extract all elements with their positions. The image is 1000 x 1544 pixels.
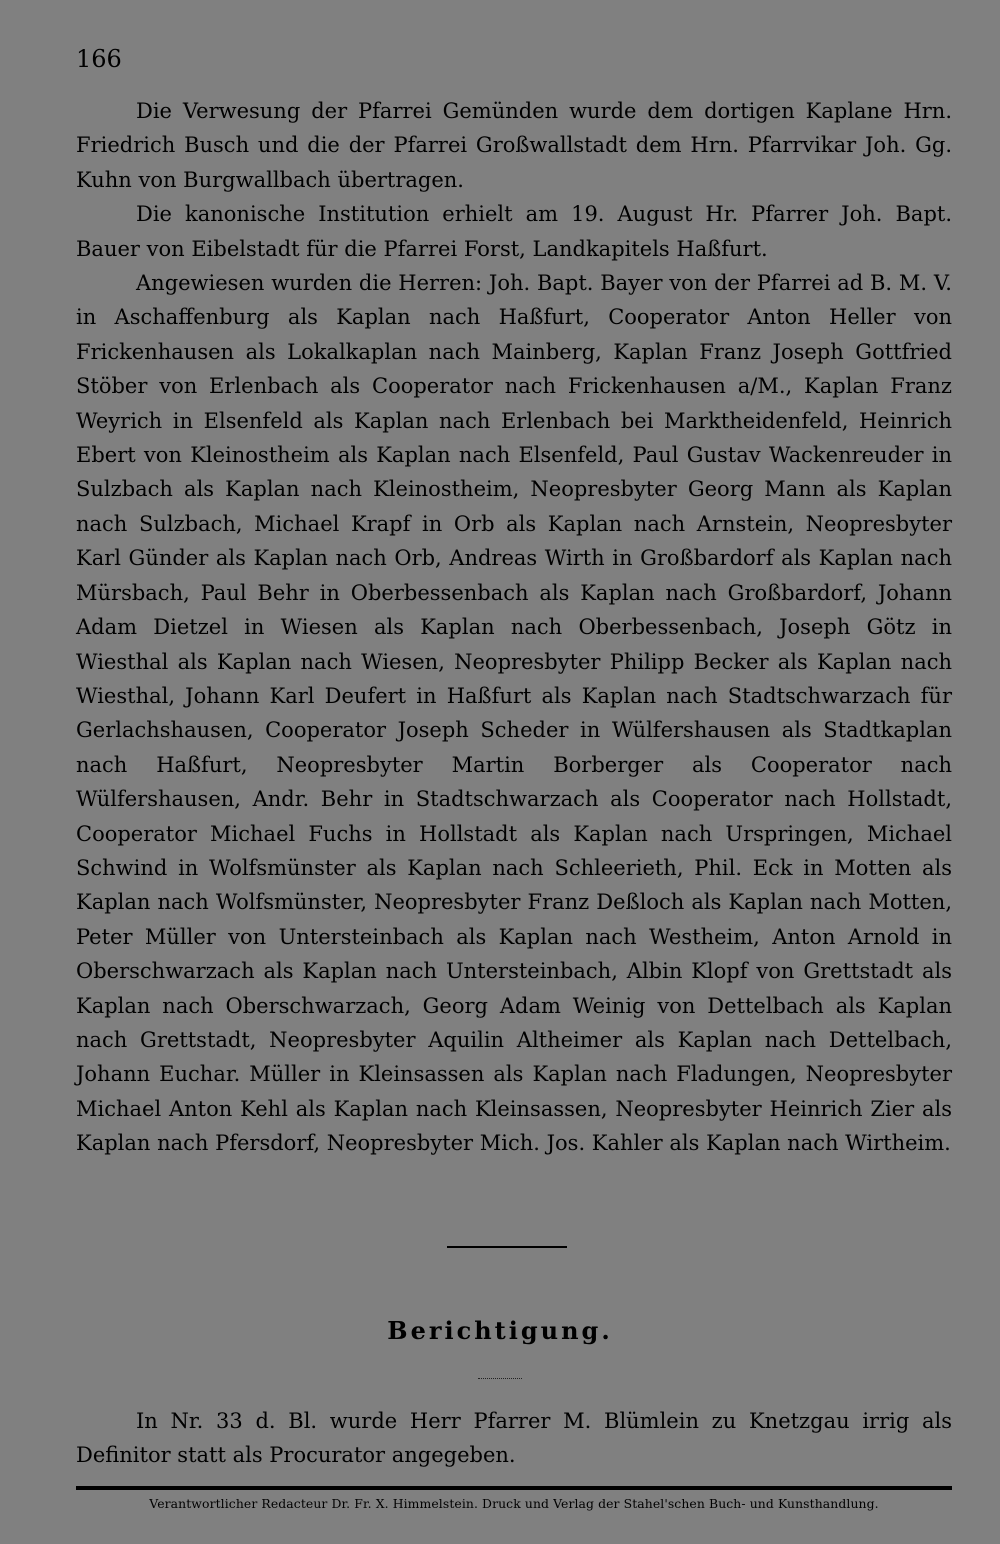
- footer-rule: [76, 1486, 952, 1490]
- section-divider: [447, 1246, 567, 1248]
- imprint-line: Verantwortlicher Redacteur Dr. Fr. X. Himmelstein. Druck und Verlag der Stahel'schen Buch- und Kunsthandlung.: [149, 1496, 879, 1511]
- page-number: 166: [76, 45, 122, 73]
- paragraph-assignments: Angewiesen wurden die Herren: Joh. Bapt. Bayer von der Pfarrei ad B. M. V. in Aschaffenburg als Kaplan nach Haßfurt, Cooperator Anton Heller von Frickenhausen als Lokalkaplan nach Mainberg, Kaplan Franz Joseph Gottfried Stöber von Erlenbach als Cooperator nach Frickenhausen a/M., Kaplan Franz Weyrich in Elsenfeld als Kaplan nach Erlenbach bei Marktheidenfeld, Heinrich Ebert von Kleinostheim als Kaplan nach Elsenfeld, Paul Gustav Wackenreuder in Sulzbach als Kaplan nach Kleinostheim, Neopresbyter Georg Mann als Kaplan nach Sulzbach, Michael Krapf in Orb als Kaplan nach Arnstein, Neopresbyter Karl Günder als Kaplan nach Orb, Andreas Wirth in Großbardorf als Kaplan nach Mürsbach, Paul Behr in Oberbessenbach als Kaplan nach Großbardorf, Johann Adam Dietzel in Wiesen als Kaplan nach Oberbessenbach, Joseph Götz in Wiesthal als Kaplan nach Wiesen, Neopresbyter Philipp Becker als Kaplan nach Wiesthal, Johann Karl Deufert in Haßfurt als Kaplan nach Stadtschwarzach für Gerlachshausen, Cooperator Joseph Scheder in Wülfershausen als Stadtkaplan nach Haßfurt, Neopresbyter Martin Borberger als Cooperator nach Wülfershausen, Andr. Behr in Stadtschwarzach als Cooperator nach Hollstadt, Cooperator Michael Fuchs in Hollstadt als Kaplan nach Urspringen, Michael Schwind in Wolfsmünster als Kaplan nach Schleerieth, Phil. Eck in Motten als Kaplan nach Wolfsmünster, Neopresbyter Franz Deßloch als Kaplan nach Motten, Peter Müller von Untersteinbach als Kaplan nach Westheim, Anton Arnold in Oberschwarzach als Kaplan nach Untersteinbach, Albin Klopf von Grettstadt als Kaplan nach Oberschwarzach, Georg Adam Weinig von Dettelbach als Kaplan nach Grettstadt, Neopresbyter Aquilin Altheimer als Kaplan nach Dettelbach, Johann Euchar. Müller in Kleinsassen als Kaplan nach Fladungen, Neopresbyter Michael Anton Kehl als Kaplan nach Kleinsassen, Neopresbyter Heinrich Zier als Kaplan nach Pfersdorf, Neopresbyter Mich. Jos. Kahler als Kaplan nach Wirtheim.: [76, 271, 952, 1156]
- paragraph-institution: Die kanonische Institution erhielt am 19. August Hr. Pfarrer Joh. Bapt. Bauer von Eibelstadt für die Pfarrei Forst, Landkapitels Haßfurt.: [76, 202, 952, 261]
- body-text: [76, 94, 952, 1161]
- heading-ornament: [478, 1378, 522, 1379]
- correction-text: In Nr. 33 d. Bl. wurde Herr Pfarrer M. Blümlein zu Knetzgau irrig als Definitor statt als Procurator angegeben.: [76, 1409, 952, 1467]
- correction-heading: Berichtigung.: [387, 1316, 613, 1345]
- paragraph-administration: Die Verwesung der Pfarrei Gemünden wurde dem dortigen Kaplane Hrn. Friedrich Busch und die der Pfarrei Großwallstadt dem Hrn. Pfarrvikar Joh. Gg. Kuhn von Burgwallbach übertragen.: [76, 99, 952, 192]
